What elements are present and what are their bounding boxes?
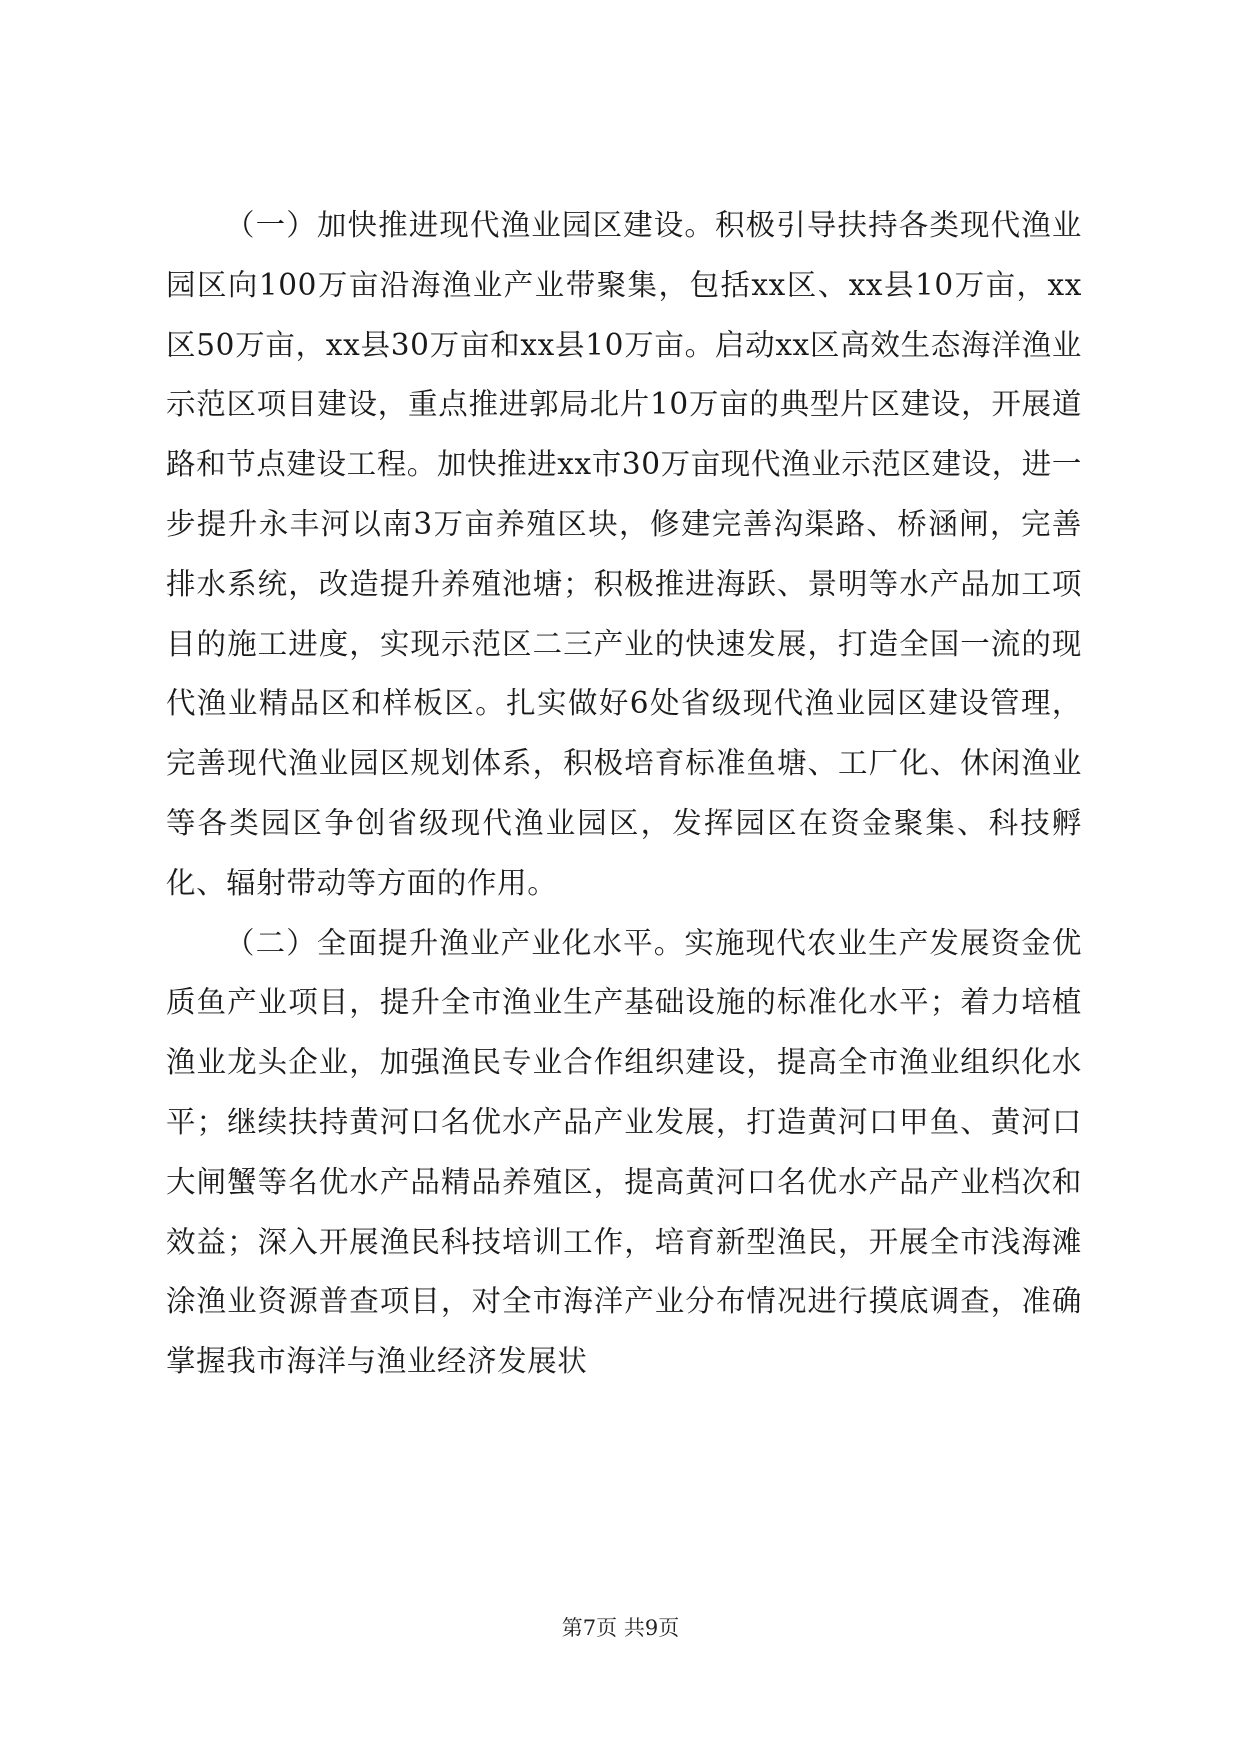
- paragraph-1: （一）加快推进现代渔业园区建设。积极引导扶持各类现代渔业园区向100万亩沿海渔业产业带聚集，包括xx区、xx县10万亩，xx区50万亩，xx县30万亩和xx县10万亩。启动xx区高效生态海洋渔业示范区项目建设，重点推进郭局北片10万亩的典型片区建设，开展道路和节点建设工程。加快推进xx市30万亩现代渔业示范区建设，进一步提升永丰河以南3万亩养殖区块，修建完善沟渠路、桥涵闸，完善排水系统，改造提升养殖池塘；积极推进海跃、景明等水产品加工项目的施工进度，实现示范区二三产业的快速发展，打造全国一流的现代渔业精品区和样板区。扎实做好6处省级现代渔业园区建设管理，完善现代渔业园区规划体系，积极培育标准鱼塘、工厂化、休闲渔业等各类园区争创省级现代渔业园区，发挥园区在资金聚集、科技孵化、辐射带动等方面的作用。: [166, 208, 1083, 900]
- document-body: [166, 196, 1082, 1392]
- page-footer: 第7页 共9页: [561, 1616, 680, 1640]
- paragraph-2: （二）全面提升渔业产业化水平。实施现代农业生产发展资金优质鱼产业项目，提升全市渔业生产基础设施的标准化水平；着力培植渔业龙头企业，加强渔民专业合作组织建设，提高全市渔业组织化水平；继续扶持黄河口名优水产品产业发展，打造黄河口甲鱼、黄河口大闸蟹等名优水产品精品养殖区，提高黄河口名优水产品产业档次和效益；深入开展渔民科技培训工作，培育新型渔民，开展全市浅海滩涂渔业资源普查项目，对全市海洋产业分布情况进行摸底调查，准确掌握我市海洋与渔业经济发展状: [166, 925, 1082, 1379]
